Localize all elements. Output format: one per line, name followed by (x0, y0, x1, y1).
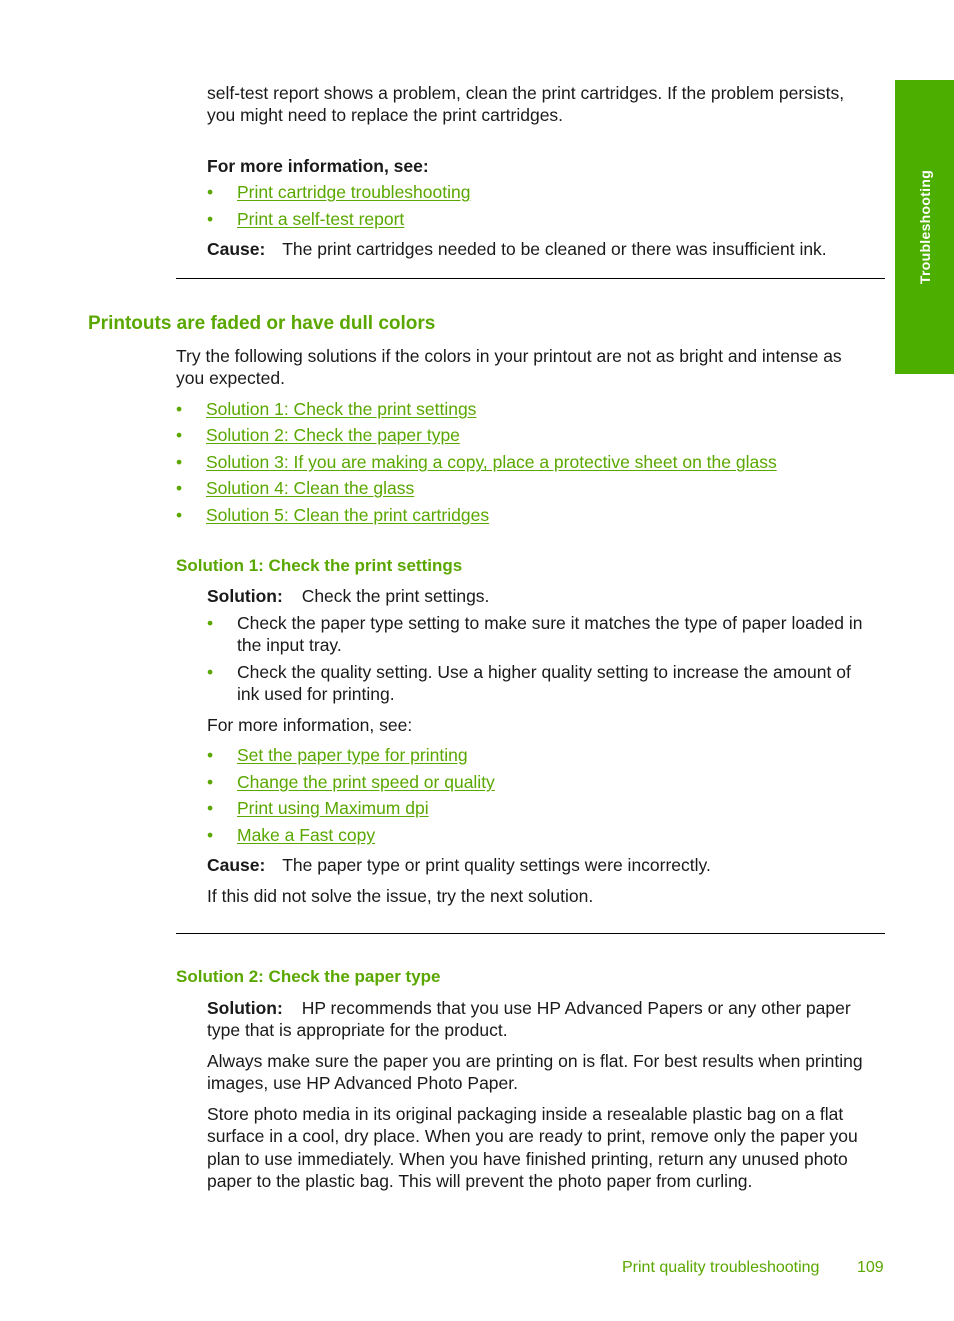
link-print-cartridge-troubleshooting[interactable]: Print cartridge troubleshooting (237, 182, 471, 202)
bullet-line-2: ink used for printing. (237, 684, 395, 704)
footer-section: Print quality troubleshooting (622, 1259, 820, 1276)
section-title: Printouts are faded or have dull colors (88, 313, 436, 334)
link-print-self-test-report[interactable]: Print a self-test report (237, 209, 405, 229)
bullet-icon: • (207, 772, 214, 792)
link-set-paper-type[interactable]: Set the paper type for printing (237, 745, 468, 765)
solution-1-title: Solution 1: Check the print settings (176, 556, 463, 575)
divider (176, 278, 885, 279)
solution-2-para-2-line-1: Always make sure the paper you are printing on is flat. For best results when printing (207, 1051, 863, 1071)
section-paragraph-line-2: you expected. (176, 368, 285, 388)
bullet-icon: • (176, 505, 183, 525)
link-solution-1[interactable]: Solution 1: Check the print settings (206, 399, 477, 419)
solution-2-para-3-line-4: paper to the plastic bag. This will prevent the photo paper from curling. (207, 1171, 753, 1191)
cause-label: Cause: (207, 239, 266, 259)
bullet-line-1: Check the paper type setting to make sure it matches the type of paper loaded in (237, 613, 863, 633)
divider (176, 933, 885, 934)
section-paragraph-line-1: Try the following solutions if the colors in your printout are not as bright and intense as (176, 346, 842, 366)
intro-paragraph-line-2: you might need to replace the print cartridges. (207, 105, 564, 125)
link-make-fast-copy[interactable]: Make a Fast copy (237, 825, 376, 845)
intro-more-info: For more information, see: (207, 156, 429, 176)
bullet-icon: • (207, 182, 214, 202)
solution-2-statement-line-1 (207, 997, 851, 1019)
solution-2-para-2-line-2: images, use HP Advanced Photo Paper. (207, 1073, 518, 1093)
solution-2-title: Solution 2: Check the paper type (176, 967, 441, 986)
solution-label: Solution: (207, 586, 283, 606)
link-solution-4[interactable]: Solution 4: Clean the glass (206, 478, 415, 498)
solution-1-more-info: For more information, see: (207, 715, 413, 735)
cause-text: The print cartridges needed to be cleaned or there was insufficient ink. (282, 239, 827, 259)
bullet-icon: • (207, 209, 214, 229)
link-solution-2[interactable]: Solution 2: Check the paper type (206, 425, 460, 445)
solution-label: Solution: (207, 998, 283, 1018)
bullet-icon: • (207, 745, 214, 765)
side-tab-label: Troubleshooting (916, 169, 933, 285)
solution-1-cause (207, 854, 711, 876)
solution-text: Check the print settings. (301, 586, 490, 606)
link-solution-3[interactable]: Solution 3: If you are making a copy, place a protective sheet on the glass (206, 452, 777, 472)
bullet-icon: • (207, 825, 214, 845)
bullet-icon: • (207, 798, 214, 818)
link-print-maximum-dpi[interactable]: Print using Maximum dpi (237, 798, 429, 818)
link-solution-5[interactable]: Solution 5: Clean the print cartridges (206, 505, 490, 525)
bullet-icon: • (176, 425, 183, 445)
bullet-icon: • (176, 478, 183, 498)
solution-2-statement-line-2: type that is appropriate for the product. (207, 1020, 508, 1040)
solution-1-next: If this did not solve the issue, try the next solution. (207, 886, 594, 906)
intro-paragraph-line-1: self-test report shows a problem, clean the print cartridges. If the problem persists, (207, 83, 845, 103)
bullet-line-2: the input tray. (237, 635, 342, 655)
solution-2-para-3-line-1: Store photo media in its original packaging inside a resealable plastic bag on a flat (207, 1104, 844, 1124)
solution-text: HP recommends that you use HP Advanced Papers or any other paper (301, 998, 851, 1018)
bullet-icon: • (176, 399, 183, 419)
intro-cause (207, 238, 827, 260)
page-number: 109 (857, 1259, 884, 1276)
solution-1-statement (207, 585, 489, 607)
side-tab (895, 80, 954, 374)
bullet-icon: • (207, 613, 214, 633)
bullet-line-1: Check the quality setting. Use a higher quality setting to increase the amount of (237, 662, 851, 682)
solution-2-para-3-line-3: plan to use immediately. When you have finished printing, return any unused photo (207, 1149, 848, 1169)
solution-2-para-3-line-2: surface in a cool, dry place. When you are ready to print, remove only the paper you (207, 1126, 858, 1146)
cause-text: The paper type or print quality settings were incorrectly. (282, 855, 711, 875)
bullet-icon: • (207, 662, 214, 682)
bullet-icon: • (176, 452, 183, 472)
link-change-print-speed[interactable]: Change the print speed or quality (237, 772, 495, 792)
cause-label: Cause: (207, 855, 266, 875)
